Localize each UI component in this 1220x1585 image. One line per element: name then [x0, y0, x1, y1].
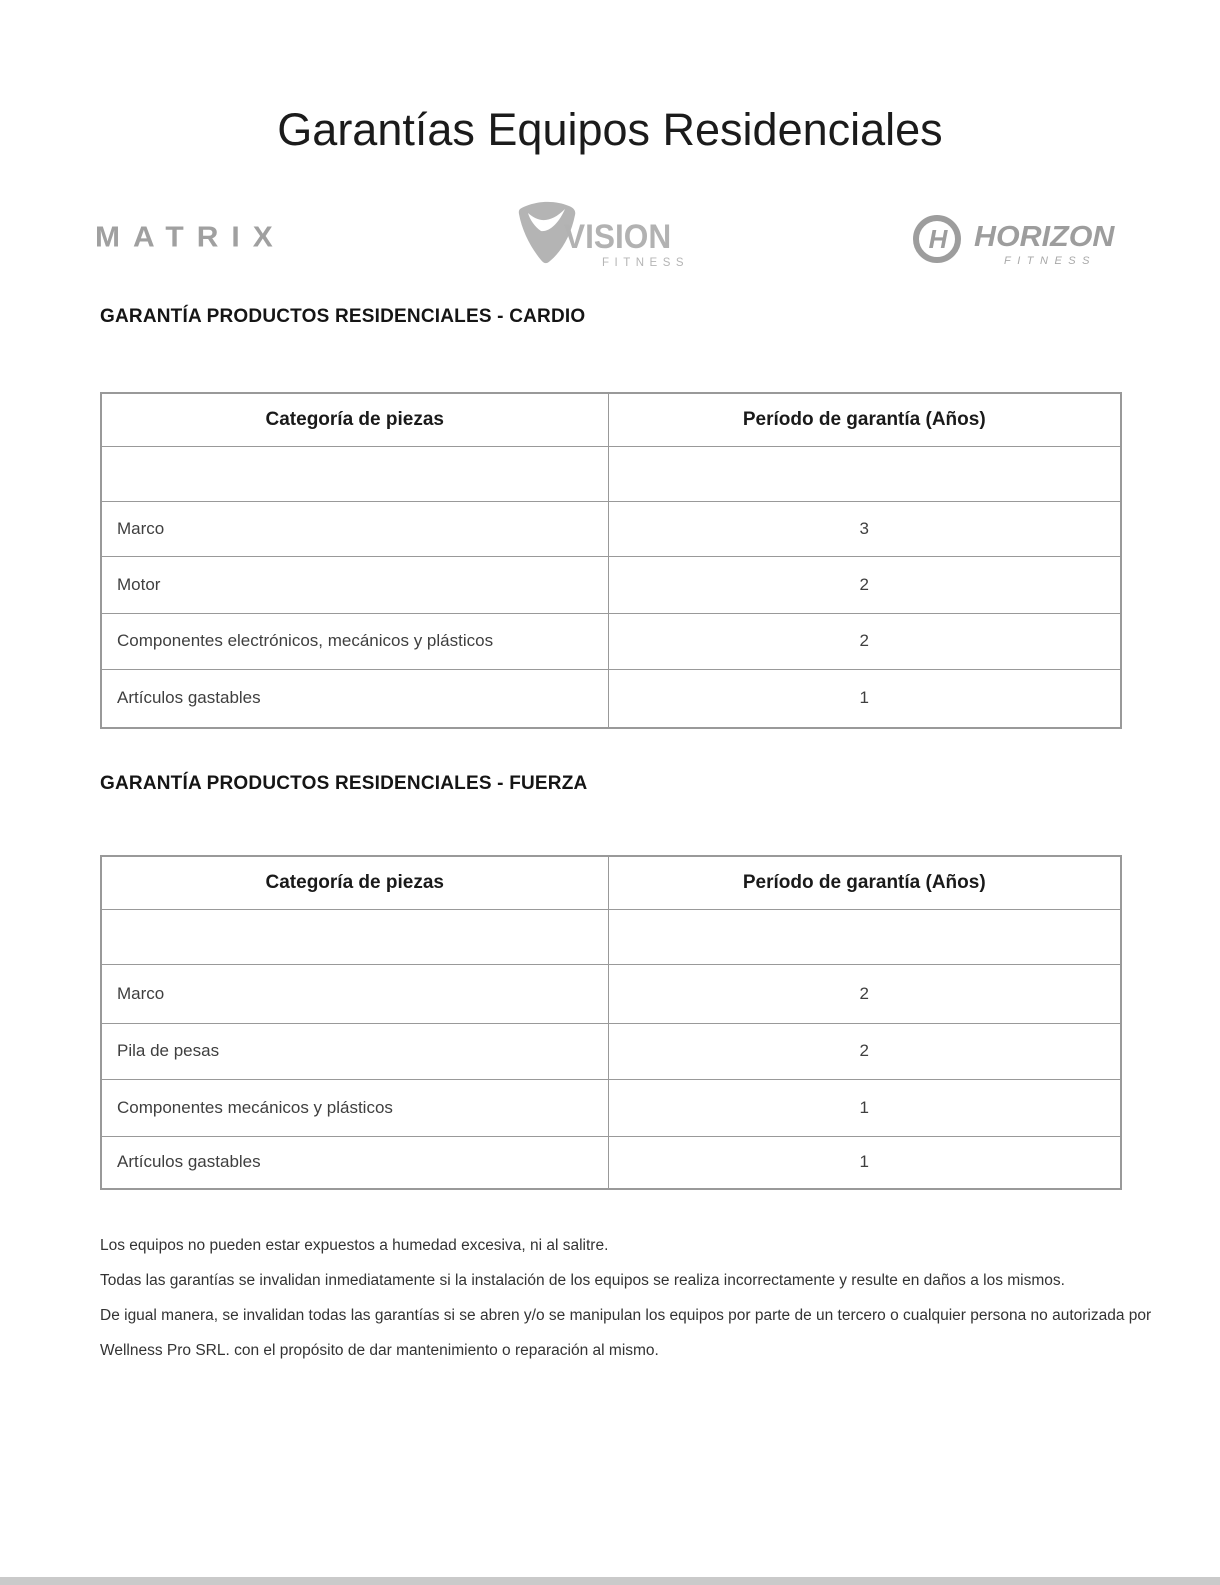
fuerza-warranty-table: [100, 855, 1122, 1190]
category-cell: Artículos gastables: [101, 1136, 608, 1189]
horizon-logo-text: HORIZON: [974, 221, 1115, 253]
footer-note-line: Todas las garantías se invalidan inmediatamente si la instalación de los equipos se realiza incorrectamente y resulte en daños a los mismos.: [100, 1271, 1065, 1289]
period-cell: 3: [608, 501, 1121, 556]
table-row: [101, 964, 1121, 1023]
period-cell: 1: [608, 669, 1121, 728]
horizon-badge-letter: H: [928, 224, 948, 254]
page-title: Garantías Equipos Residenciales: [277, 104, 943, 155]
period-cell: 2: [608, 1023, 1121, 1079]
vision-fitness-logo: [518, 200, 708, 274]
vision-logo-text: VISION: [564, 218, 672, 256]
category-cell: [101, 909, 608, 964]
period-cell: 2: [608, 964, 1121, 1023]
table-row: [101, 1136, 1121, 1189]
period-cell: 2: [608, 556, 1121, 613]
period-cell: [608, 909, 1121, 964]
column-header-period: Período de garantía (Años): [608, 393, 1121, 446]
horizontal-scrollbar[interactable]: [0, 1577, 1220, 1585]
period-cell: 1: [608, 1136, 1121, 1189]
cardio-warranty-table: [100, 392, 1122, 729]
horizon-logo-subtext: FITNESS: [1004, 255, 1096, 267]
period-cell: 1: [608, 1079, 1121, 1136]
category-cell: Marco: [101, 964, 608, 1023]
column-header-category: Categoría de piezas: [101, 856, 608, 909]
category-cell: Componentes electrónicos, mecánicos y plásticos: [101, 613, 608, 669]
vision-logo-subtext: FITNESS: [602, 257, 690, 269]
category-cell: Marco: [101, 501, 608, 556]
matrix-logo-text: MATRIX: [95, 222, 286, 254]
footer-note-line: De igual manera, se invalidan todas las garantías si se abren y/o se manipulan los equipos por parte de un tercero o cualquier persona no autorizada por: [100, 1306, 1152, 1324]
column-header-period: Período de garantía (Años): [608, 856, 1121, 909]
category-cell: Motor: [101, 556, 608, 613]
table-header-row: [101, 393, 1121, 446]
horizon-badge-icon: [912, 214, 962, 269]
category-cell: [101, 446, 608, 501]
category-cell: Pila de pesas: [101, 1023, 608, 1079]
section-heading-fuerza: GARANTÍA PRODUCTOS RESIDENCIALES - FUERZA: [100, 773, 588, 794]
section-heading-cardio: GARANTÍA PRODUCTOS RESIDENCIALES - CARDIO: [100, 306, 586, 327]
footer-notes: [100, 1228, 1151, 1368]
category-cell: Componentes mecánicos y plásticos: [101, 1079, 608, 1136]
table-row: [101, 669, 1121, 728]
footer-note-line: Wellness Pro SRL. con el propósito de dar mantenimiento o reparación al mismo.: [100, 1341, 659, 1359]
horizon-fitness-logo: [903, 208, 1118, 272]
category-cell: Artículos gastables: [101, 669, 608, 728]
matrix-logo: [95, 222, 286, 254]
table-row: [101, 556, 1121, 613]
table-header-row: [101, 856, 1121, 909]
footer-note-line: Los equipos no pueden estar expuestos a humedad excesiva, ni al salitre.: [100, 1236, 609, 1254]
table-row: [101, 613, 1121, 669]
table-row: [101, 501, 1121, 556]
column-header-category: Categoría de piezas: [101, 393, 608, 446]
table-row: [101, 1079, 1121, 1136]
table-row: [101, 1023, 1121, 1079]
period-cell: [608, 446, 1121, 501]
period-cell: 2: [608, 613, 1121, 669]
table-row: [101, 909, 1121, 964]
table-row: [101, 446, 1121, 501]
